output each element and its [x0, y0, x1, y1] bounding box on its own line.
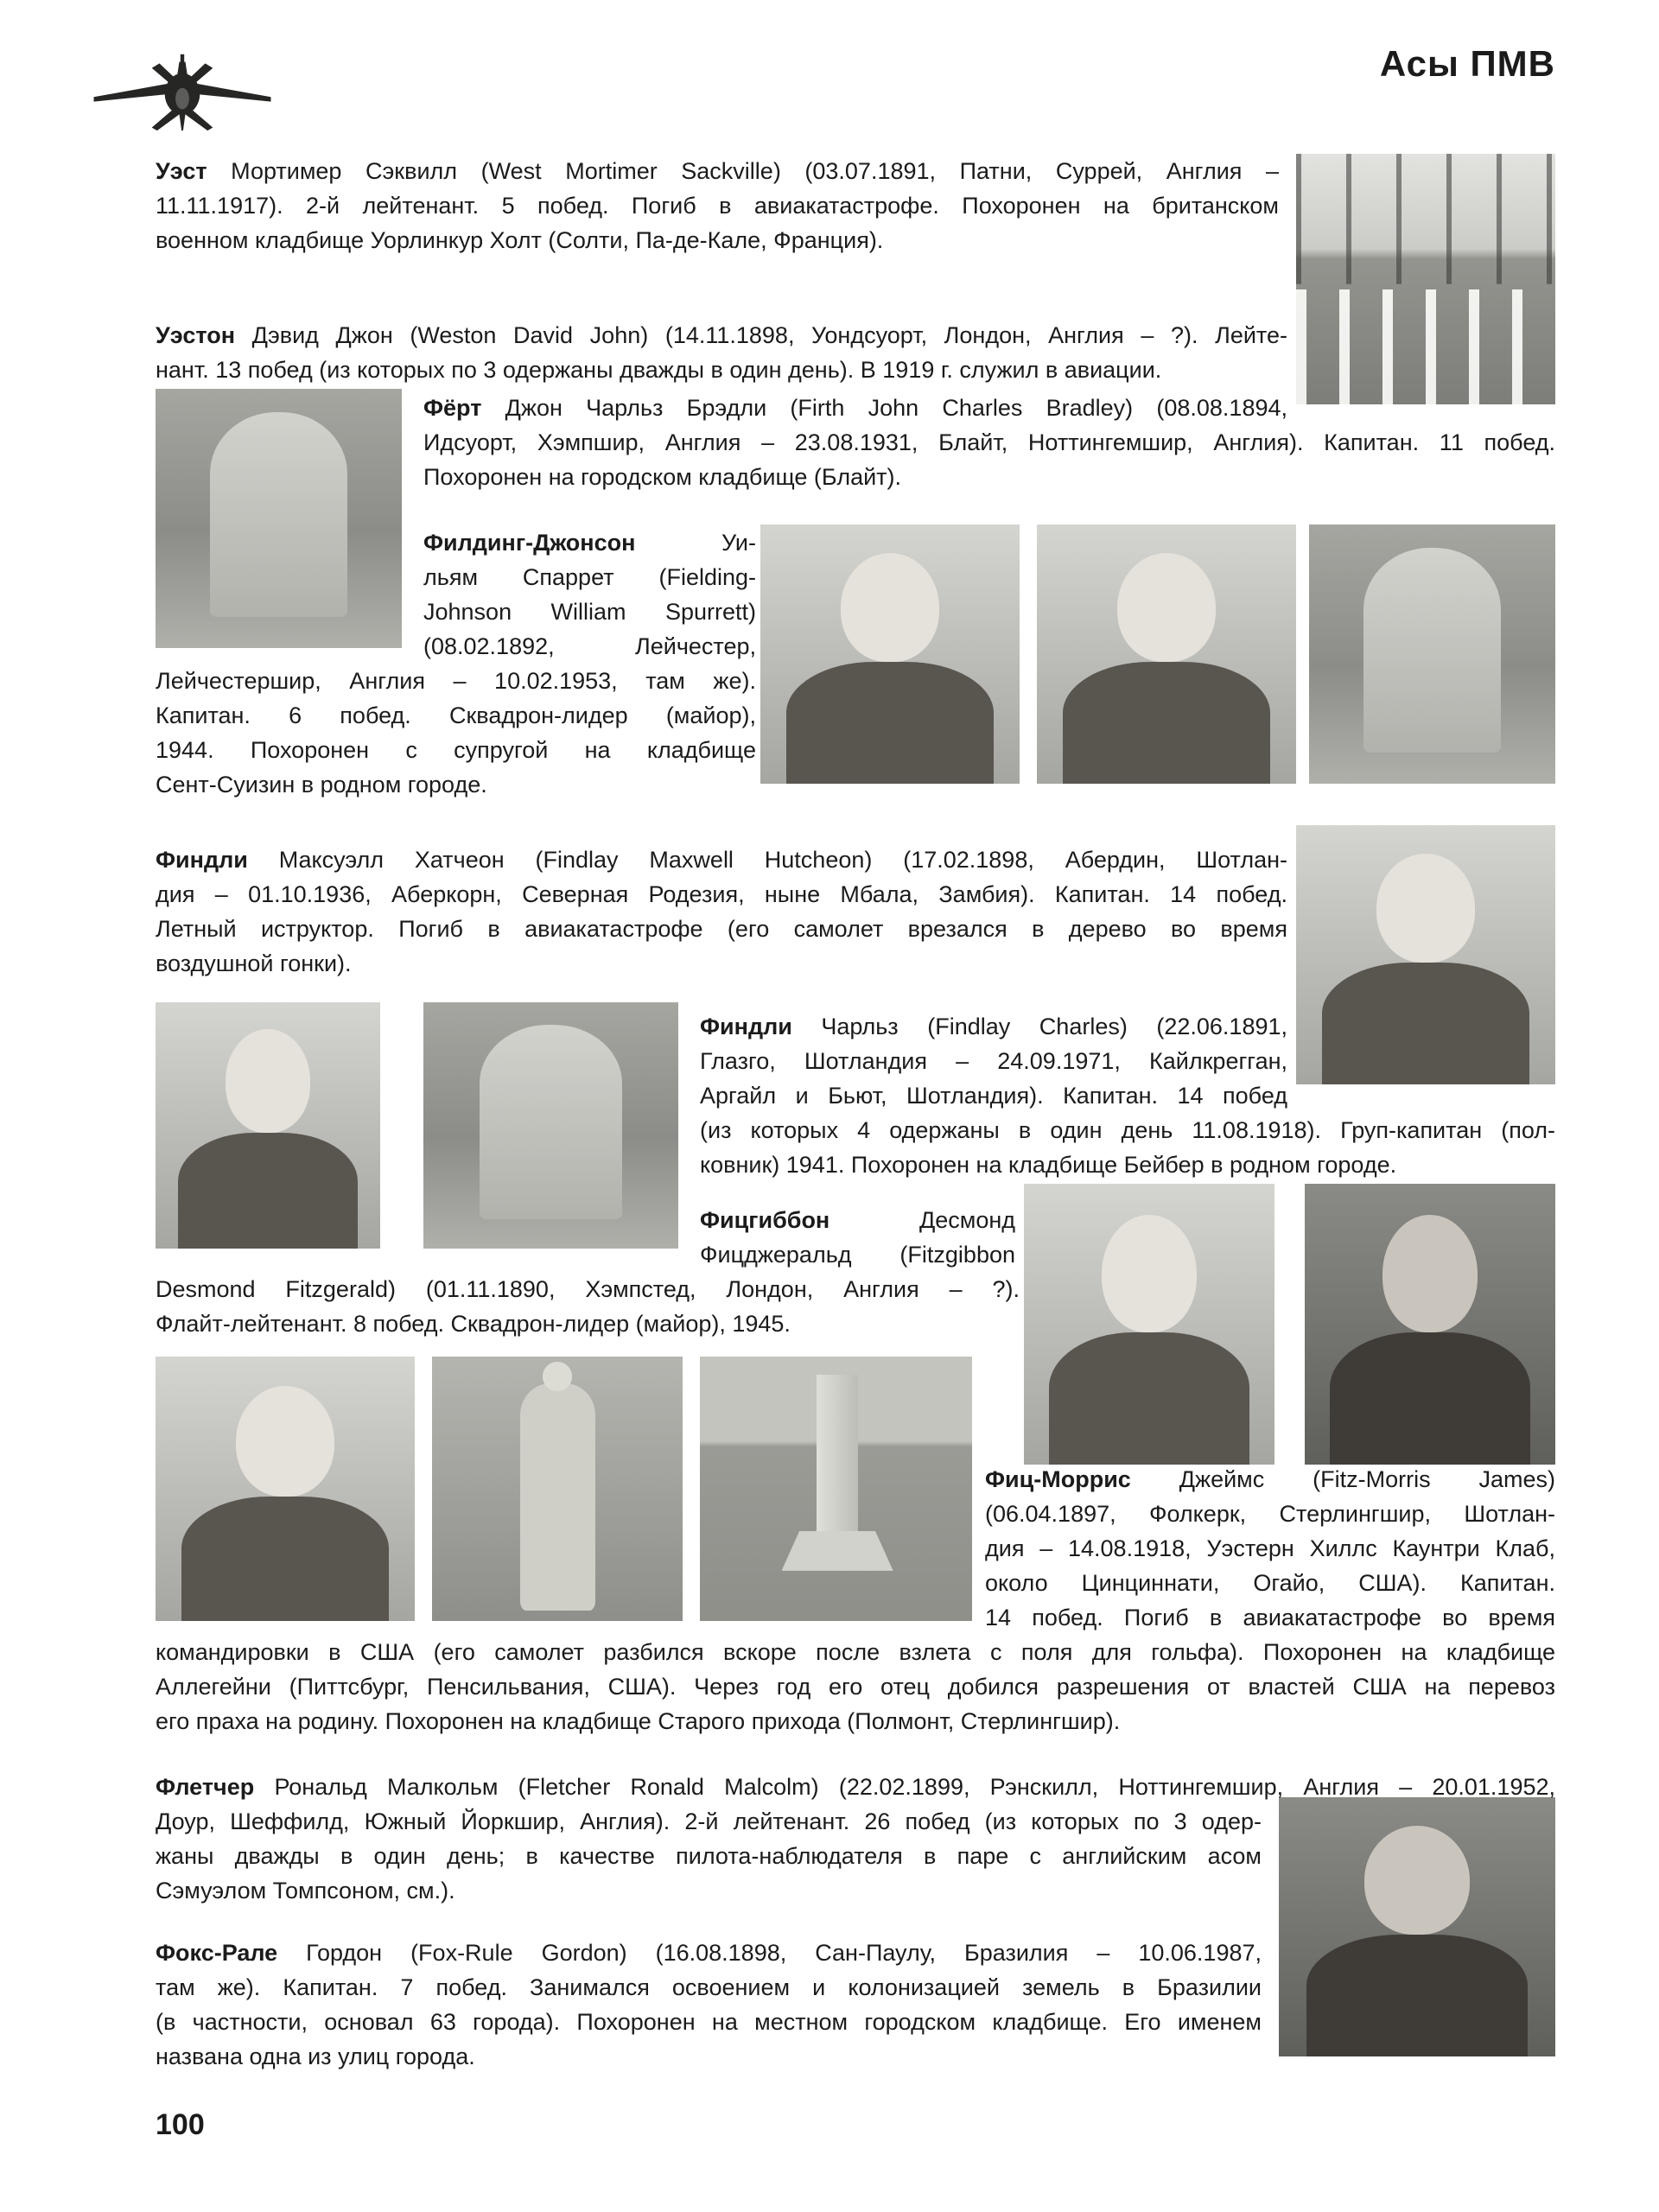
entry-first-line: [156, 1936, 1262, 1970]
entry-first-line: [156, 154, 1279, 188]
text-line: дия – 14.08.1918, Уэстерн Хиллс Каунтри Клаб,: [985, 1535, 1555, 1561]
entry-text: Чарльз (Findlay Charles) (22.06.1891,: [791, 1014, 1287, 1039]
text-line: военном кладбище Уорлинкур Холт (Солти, Па-де-Кале, Франция).: [156, 227, 884, 253]
entry-firth: [423, 391, 1555, 494]
entry-fielding-johnson: [423, 525, 756, 664]
photo-fielding-johnson-portrait-2: [1037, 524, 1296, 784]
entry-west: [156, 154, 1279, 257]
entry-text: [156, 1635, 1555, 1738]
entry-text: [156, 1970, 1262, 2074]
text-line: Сэмуэлом Томпсоном, см.).: [156, 1878, 455, 1904]
text-line: Сент-Суизин в родном городе.: [156, 772, 487, 798]
text-line: Фицджеральд (Fitzgibbon: [700, 1242, 1015, 1268]
text-line: Desmond Fitzgerald) (01.11.1890, Хэмпстед, Лондон, Англия – ?).: [156, 1276, 1020, 1302]
text-line: Идсуорт, Хэмпшир, Англия – 23.08.1931, Блайт, Ноттингемшир, Англия). Капитан. 11 побед.: [423, 429, 1555, 455]
text-line: ковник) 1941. Похоронен на кладбище Бейбер в родном городе.: [700, 1152, 1397, 1178]
text-line: льям Спаррет (Fielding-: [423, 564, 756, 590]
text-line: Глазго, Шотландия – 24.09.1971, Кайлкрегган,: [700, 1048, 1287, 1074]
ace-name: Уэст: [156, 158, 207, 184]
entry-findlay-charles: [700, 1009, 1555, 1182]
photo-findlay-charles-portrait: [156, 1002, 380, 1249]
photo-firth-gravestone: [156, 389, 402, 648]
entry-text: [985, 1497, 1555, 1635]
text-line: Аллегейни (Питтсбург, Пенсильвания, США). Через год его отец добился разрешения от властей США на перевоз: [156, 1674, 1555, 1700]
entry-text: [156, 188, 1279, 257]
entry-fletcher: [156, 1770, 1555, 1908]
entry-fitz-morris: [985, 1462, 1555, 1635]
entry-fielding-johnson-continued: [156, 664, 756, 802]
entry-text: [700, 1113, 1555, 1182]
photo-fitz-morris-memorial: [700, 1357, 972, 1621]
text-line: Капитан. 6 побед. Сквадрон-лидер (майор),: [156, 702, 756, 728]
entry-fitzgibbon-continued: [156, 1272, 1020, 1341]
page-header-title: Асы ПМВ: [1379, 43, 1555, 84]
entry-text: Гордон (Fox-Rule Gordon) (16.08.1898, Сан-Паулу, Бразилия – 10.06.1987,: [277, 1940, 1262, 1966]
text-line: Johnson William Spurrett): [423, 599, 756, 625]
page-number: 100: [156, 2108, 205, 2141]
ace-name: Уэстон: [156, 322, 236, 348]
text-line: дия – 01.10.1936, Аберкорн, Северная Родезия, ныне Мбала, Замбия). Капитан. 14 побед.: [156, 881, 1287, 907]
entry-first-line: [985, 1462, 1555, 1497]
ace-name: Флетчер: [156, 1774, 255, 1800]
entry-fitz-morris-continued: [156, 1635, 1555, 1738]
entry-text: Десмонд: [830, 1207, 1015, 1233]
entry-first-line: [700, 1009, 1287, 1044]
text-line: Похоронен на городском кладбище (Блайт).: [423, 464, 902, 490]
text-line: Аргайл и Бьют, Шотландия). Капитан. 14 побед: [700, 1083, 1287, 1109]
photo-fitz-morris-portrait: [156, 1357, 415, 1621]
photo-findlay-charles-gravestone: [423, 1002, 678, 1249]
text-line: (из которых 4 одержаны в один день 11.08.1918). Груп-капитан (пол-: [700, 1117, 1555, 1143]
entry-text: Дэвид Джон (Weston David John) (14.11.1898, Уондсуорт, Лондон, Англия – ?). Лейте-: [235, 322, 1287, 348]
photo-fitzgibbon-portrait-1: [1024, 1184, 1274, 1465]
text-line: Доур, Шеффилд, Южный Йоркшир, Англия). 2-й лейтенант. 26 побед (из которых по 3 одер-: [156, 1808, 1262, 1834]
entry-text: [156, 877, 1287, 981]
ace-name: Фиц-Моррис: [985, 1466, 1131, 1492]
text-line: жаны дважды в один день; в качестве пилота-наблюдателя в паре с английским асом: [156, 1843, 1262, 1869]
text-line: 14 побед. Погиб в авиакатастрофе во время: [985, 1605, 1555, 1630]
text-line: (06.04.1897, Фолкерк, Стерлингшир, Шотлан-: [985, 1501, 1555, 1527]
text-line: названа одна из улиц города.: [156, 2044, 475, 2069]
text-line: 1944. Похоронен с супругой на кладбище: [156, 737, 756, 763]
photo-fielding-johnson-portrait: [760, 524, 1020, 784]
entry-text: Джеймс (Fitz-Morris James): [1130, 1466, 1555, 1492]
entry-text: Максуэлл Хатчеон (Findlay Maxwell Hutcheon) (17.02.1898, Абердин, Шотлан-: [247, 847, 1287, 873]
entry-text: [423, 425, 1555, 494]
entry-text: [156, 1272, 1020, 1341]
text-line: воздушной гонки).: [156, 950, 352, 976]
airplane-logo-icon: [91, 50, 274, 135]
text-line: Флайт-лейтенант. 8 побед. Сквадрон-лидер (майор), 1945.: [156, 1311, 791, 1337]
photo-fitzgibbon-portrait-2: [1305, 1184, 1555, 1465]
text-line: (в частности, основал 63 города). Похоронен на местном городском кладбище. Его именем: [156, 2009, 1262, 2035]
entry-text: Джон Чарльз Брэдли (Firth John Charles Bradley) (08.08.1894,: [481, 395, 1287, 421]
entry-fitzgibbon: [700, 1203, 1015, 1272]
text-line: (08.02.1892, Лейчестер,: [423, 633, 756, 659]
entry-first-line: [423, 391, 1287, 425]
text-line: Лейчестершир, Англия – 10.02.1953, там же).: [156, 668, 756, 694]
text-line: там же). Капитан. 7 побед. Занимался освоением и колонизацией земель в Бразилии: [156, 1974, 1262, 2000]
entry-text: [700, 1044, 1287, 1113]
entry-first-line: [700, 1203, 1015, 1237]
ace-name: Фокс-Рале: [156, 1940, 278, 1966]
text-line: 11.11.1917). 2-й лейтенант. 5 побед. Погиб в авиакатастрофе. Похоронен на британском: [156, 193, 1279, 219]
entry-text: [156, 664, 756, 802]
entry-text: Уи-: [635, 530, 756, 556]
text-line: его праха на родину. Похоронен на кладбище Старого прихода (Полмонт, Стерлингшир).: [156, 1708, 1121, 1734]
entry-first-line: [156, 842, 1287, 877]
ace-name: Финдли: [700, 1014, 792, 1039]
ace-name: Фицгиббон: [700, 1207, 830, 1233]
entry-first-line: [156, 1770, 1555, 1804]
entry-weston: [156, 318, 1287, 387]
text-line: около Цинциннати, Огайо, США). Капитан.: [985, 1570, 1555, 1596]
text-line: нант. 13 побед (из которых по 3 одержаны дважды в один день). В 1919 г. служил в авиации.: [156, 357, 1162, 383]
entry-text: Мортимер Сэквилл (West Mortimer Sackville) (03.07.1891, Патни, Суррей, Англия –: [207, 158, 1279, 184]
ace-name: Филдинг-Джонсон: [423, 530, 636, 556]
entry-text: [156, 353, 1287, 387]
entry-findlay-maxwell: [156, 842, 1287, 981]
text-line: Летный иструктор. Погиб в авиакатастрофе (его самолет врезался в дерево во время: [156, 916, 1287, 942]
photo-military-cemetery: [1296, 154, 1555, 404]
entry-first-line: [423, 525, 756, 560]
text-line: командировки в США (его самолет разбился вскоре после взлета с поля для гольфа). Похоронен на кладбище: [156, 1639, 1555, 1665]
entry-text: [156, 1804, 1262, 1908]
entry-text: [423, 560, 756, 664]
photo-fielding-johnson-gravestone: [1309, 524, 1555, 784]
entry-fox-rule: [156, 1936, 1262, 2074]
entry-first-line: [156, 318, 1287, 353]
ace-name: Фёрт: [423, 395, 482, 421]
ace-name: Финдли: [156, 847, 248, 873]
photo-fitz-morris-standing: [432, 1357, 683, 1621]
entry-text: [700, 1237, 1015, 1272]
entry-text: Рональд Малкольм (Fletcher Ronald Malcolm) (22.02.1899, Рэнскилл, Ноттингемшир, Англия – 20.01.1952,: [254, 1774, 1555, 1800]
